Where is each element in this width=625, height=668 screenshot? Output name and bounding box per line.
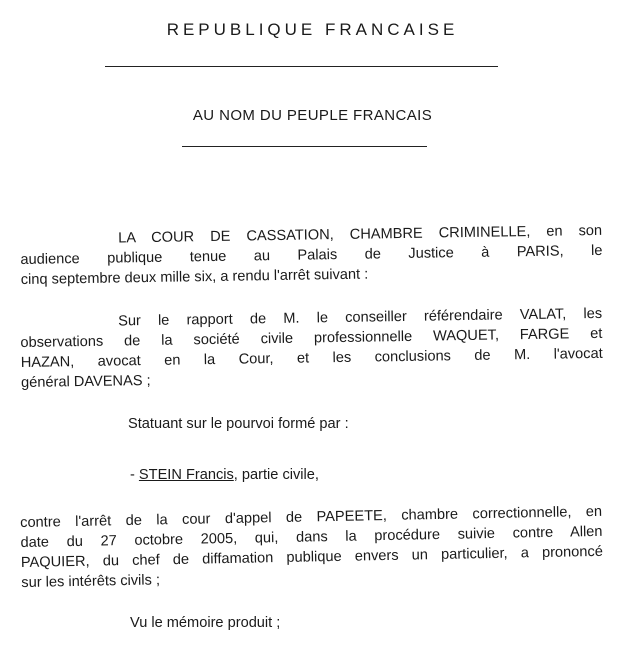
paragraph-line: HAZAN, avocat en la Cour, et les conclusions de M. l'avocat — [20, 345, 603, 371]
party-role: , partie civile, — [233, 467, 319, 483]
paragraph-line: PAQUIER, du chef de diffamation publique envers un particulier, a prononcé — [20, 543, 604, 571]
paragraph-line: général DAVENAS ; — [20, 372, 151, 391]
paragraph-statuant — [128, 414, 528, 434]
paragraph-line: observations de la société civile professionnelle WAQUET, FARGE et — [20, 325, 603, 351]
paragraph-rapport — [20, 304, 603, 393]
paragraph-text: Vu le mémoire produit ; — [130, 615, 281, 631]
paragraph-line: date du 27 octobre 2005, qui, dans la procédure suivie contre Allen — [20, 523, 603, 551]
paragraph-line: sur les intérêts civils ; — [21, 572, 161, 591]
heading-peuple: AU NOM DU PEUPLE FRANCAIS — [192, 107, 433, 124]
paragraph-text: Statuant sur le pourvoi formé par : — [128, 416, 349, 432]
paragraph-line: Sur le rapport de M. le conseiller référendaire VALAT, les — [118, 305, 603, 330]
paragraph-partie-civile — [130, 465, 530, 485]
paragraph-cour — [20, 221, 603, 290]
dash-marker: - — [130, 467, 139, 483]
heading-rule-top — [105, 66, 498, 67]
paragraph-memoire — [130, 613, 530, 633]
paragraph-line: audience publique tenue au Palais de Justice à PARIS, le — [20, 242, 603, 268]
heading-rule-bottom — [182, 146, 427, 147]
paragraph-line: contre l'arrêt de la cour d'appel de PAPEETE, chambre correctionnelle, en — [20, 503, 603, 531]
heading-republique: REPUBLIQUE FRANCAISE — [166, 20, 459, 39]
paragraph-line: cinq septembre deux mille six, a rendu l'arrêt suivant : — [20, 266, 369, 288]
party-name: STEIN Francis — [138, 467, 234, 483]
paragraph-contre-arret — [20, 502, 603, 593]
paragraph-line: LA COUR DE CASSATION, CHAMBRE CRIMINELLE, en son — [118, 222, 603, 247]
